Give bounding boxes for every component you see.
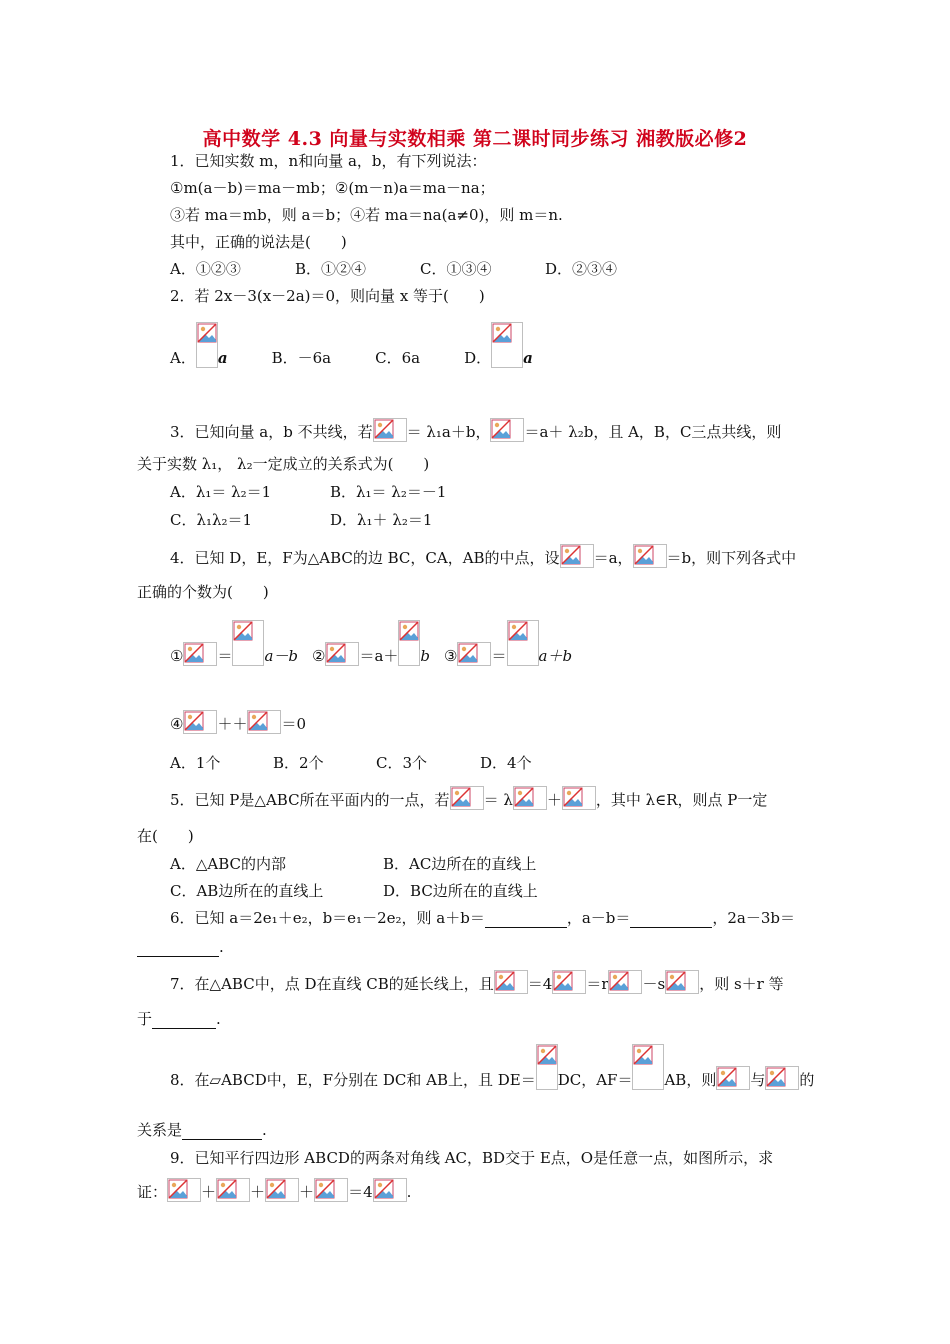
- vector-image-icon: [494, 970, 528, 994]
- q5-option-d: D．BC边所在的直线上: [383, 882, 538, 900]
- answer-blank[interactable]: [485, 911, 567, 928]
- q2-option-a-vector: a: [217, 349, 228, 367]
- vector-image-icon: [183, 710, 217, 734]
- q8-text-6: 关系是: [137, 1121, 183, 1139]
- answer-blank[interactable]: [152, 1012, 216, 1029]
- q7-text-7: .: [216, 1010, 221, 1028]
- q4-f3-eq: ＝: [491, 647, 507, 665]
- vector-image-icon: [560, 544, 594, 568]
- q7-text-3: ＝r: [586, 975, 609, 993]
- q3-line-2: 关于实数 λ₁， λ₂一定成立的关系式为( ): [137, 455, 430, 473]
- q1-option-a: A．①②③: [170, 260, 241, 278]
- vector-image-icon: [608, 970, 642, 994]
- q8-text-3: AB，则: [664, 1071, 717, 1089]
- q2-option-c: C．6a: [375, 349, 421, 367]
- q4-f2-eq: ＝a＋: [359, 647, 399, 665]
- q8-text-7: .: [262, 1121, 267, 1139]
- broken-image-icon: [491, 322, 523, 368]
- q7-line-1: [170, 968, 784, 994]
- q5-text-3: ＋: [546, 791, 562, 809]
- q6-line-2: [137, 937, 224, 957]
- vector-image-icon: [765, 1066, 799, 1090]
- vector-image-icon: [183, 642, 217, 666]
- vector-image-icon: [265, 1178, 299, 1202]
- q4-line-1: [170, 542, 796, 568]
- q9-line-1: 9．已知平行四边形 ABCD的两条对角线 AC，BD交于 E点，O是任意一点，如图所示，求: [170, 1149, 774, 1167]
- vector-image-icon: [457, 642, 491, 666]
- q3-text-1: 3．已知向量 a，b 不共线，若: [170, 423, 373, 441]
- q2-option-d-label: D．: [464, 349, 492, 367]
- q2-option-b: B．－6a: [271, 349, 332, 367]
- q5-text-2: ＝ λ: [483, 791, 513, 809]
- vector-image-icon: [373, 418, 407, 442]
- q4-f4-label: ④: [170, 715, 184, 733]
- vector-image-icon: [167, 1178, 201, 1202]
- fraction-image-icon: [632, 1044, 664, 1090]
- q5-option-a: A．△ABC的内部: [170, 855, 286, 873]
- q7-text-2: ＝4: [527, 975, 553, 993]
- q3-option-d: D．λ₁＋ λ₂＝1: [330, 511, 433, 529]
- q4-f3-label: ③: [444, 647, 458, 665]
- q8-text-5: 的: [799, 1071, 815, 1089]
- q4-text-1: 4．已知 D，E，F为△ABC的边 BC，CA，AB的中点，设: [170, 549, 560, 567]
- q1-statements-1-2: ①m(a－b)＝ma－mb；②(m－n)a＝ma－na；: [170, 179, 495, 197]
- answer-blank[interactable]: [137, 940, 219, 957]
- q8-text-1: 8．在▱ABCD中，E，F分别在 DC和 AB上，且 DE＝: [170, 1071, 536, 1089]
- q4-text-3: ＝b，则下列各式中: [666, 549, 797, 567]
- q3-option-c: C．λ₁λ₂＝1: [170, 511, 253, 529]
- q4-formulas: [170, 612, 572, 666]
- q1-option-c: C．①③④: [420, 260, 492, 278]
- fraction-image-icon: [232, 620, 264, 666]
- q4-option-a: A．1个: [170, 754, 221, 772]
- q4-f2-label: ②: [312, 647, 326, 665]
- q2-stem: 2．若 2x－3(x－2a)＝0，则向量 x 等于( ): [170, 287, 485, 305]
- vector-image-icon: [513, 786, 547, 810]
- vector-image-icon: [665, 970, 699, 994]
- vector-image-icon: [247, 710, 281, 734]
- q3-text-3: ＝a＋ λ₂b，且 A，B，C三点共线，则: [524, 423, 782, 441]
- broken-image-icon: [196, 322, 218, 368]
- q4-formula-4: [170, 706, 306, 734]
- q7-text-5: ，则 s＋r 等: [699, 975, 784, 993]
- q4-f4-eq: ＝0: [281, 715, 307, 733]
- q6-line-1: [170, 908, 795, 928]
- fraction-image-icon: [507, 620, 539, 666]
- vector-image-icon: [314, 1178, 348, 1202]
- vector-image-icon: [562, 786, 596, 810]
- vector-image-icon: [325, 642, 359, 666]
- q6-text-4: .: [219, 938, 224, 956]
- q7-text-6: 于: [137, 1010, 153, 1028]
- q4-f2-rhs: b: [420, 647, 431, 665]
- vector-image-icon: [216, 1178, 250, 1202]
- fraction-image-icon: [398, 620, 420, 666]
- q6-text-1: 6．已知 a＝2e₁＋e₂，b＝e₁－2e₂，则 a＋b＝: [170, 909, 485, 927]
- q4-f1-rhs: a－b: [264, 647, 299, 665]
- vector-image-icon: [373, 1178, 407, 1202]
- q1-statements-3-4: ③若 ma＝mb，则 a＝b；④若 ma＝na(a≠0)，则 m＝n.: [170, 206, 563, 224]
- q4-text-2: ＝a，: [593, 549, 633, 567]
- q3-line-1: [170, 416, 781, 442]
- vector-image-icon: [552, 970, 586, 994]
- fraction-image-icon: [536, 1044, 558, 1090]
- q2-option-a-label: A．: [170, 349, 196, 367]
- q2-options: [170, 316, 533, 368]
- q3-text-2: ＝ λ₁a＋b，: [406, 423, 491, 441]
- q9-text-4: ＋: [299, 1183, 315, 1201]
- q6-text-2: ，a－b＝: [566, 909, 631, 927]
- q9-text-3: ＋: [250, 1183, 266, 1201]
- q7-text-1: 7．在△ABC中，点 D在直线 CB的延长线上，且: [170, 975, 494, 993]
- q9-text-5: ＝4: [348, 1183, 373, 1201]
- q4-f1-eq: ＝: [217, 647, 233, 665]
- q5-line-2: 在( ): [137, 827, 194, 845]
- q1-question: 其中，正确的说法是( ): [170, 233, 347, 251]
- q8-text-2: DC，AF＝: [557, 1071, 633, 1089]
- q4-option-b: B．2个: [273, 754, 324, 772]
- q5-line-1: [170, 784, 767, 810]
- q1-stem: 1．已知实数 m，n和向量 a，b，有下列说法：: [170, 152, 487, 170]
- q3-option-b: B．λ₁＝ λ₂＝－1: [330, 483, 447, 501]
- q7-text-4: －s: [642, 975, 666, 993]
- q4-line-2: 正确的个数为( ): [137, 583, 269, 601]
- q8-text-4: 与: [750, 1071, 766, 1089]
- q5-text-1: 5．已知 P是△ABC所在平面内的一点，若: [170, 791, 450, 809]
- q6-text-3: ，2a－3b＝: [712, 909, 796, 927]
- q8-line-1: [170, 1038, 814, 1090]
- q5-text-4: ，其中 λ∈R，则点 P一定: [595, 791, 768, 809]
- q1-option-b: B．①②④: [295, 260, 367, 278]
- answer-blank[interactable]: [182, 1123, 262, 1140]
- vector-image-icon: [490, 418, 524, 442]
- q8-line-2: [137, 1120, 267, 1140]
- q2-option-d-vector: a: [523, 349, 533, 367]
- vector-image-icon: [633, 544, 667, 568]
- vector-image-icon: [716, 1066, 750, 1090]
- q4-f1-label: ①: [170, 647, 184, 665]
- q7-line-2: [137, 1009, 221, 1029]
- document-title: 高中数学 4.3 向量与实数相乘 第二课时同步练习 湘教版必修2: [202, 128, 748, 150]
- q9-text-6: .: [406, 1183, 412, 1201]
- q5-option-c: C．AB边所在的直线上: [170, 882, 324, 900]
- q4-f4-plus: ＋＋: [217, 715, 248, 733]
- q4-f3-rhs: a＋b: [538, 647, 573, 665]
- q9-text-1: 证：: [137, 1183, 168, 1201]
- q1-option-d: D．②③④: [545, 260, 618, 278]
- q9-text-2: ＋: [201, 1183, 217, 1201]
- q9-line-2: [137, 1176, 411, 1202]
- q3-option-a: A．λ₁＝ λ₂＝1: [170, 483, 272, 501]
- q4-option-c: C．3个: [376, 754, 428, 772]
- answer-blank[interactable]: [630, 911, 712, 928]
- q5-option-b: B．AC边所在的直线上: [383, 855, 537, 873]
- q4-option-d: D．4个: [480, 754, 532, 772]
- vector-image-icon: [450, 786, 484, 810]
